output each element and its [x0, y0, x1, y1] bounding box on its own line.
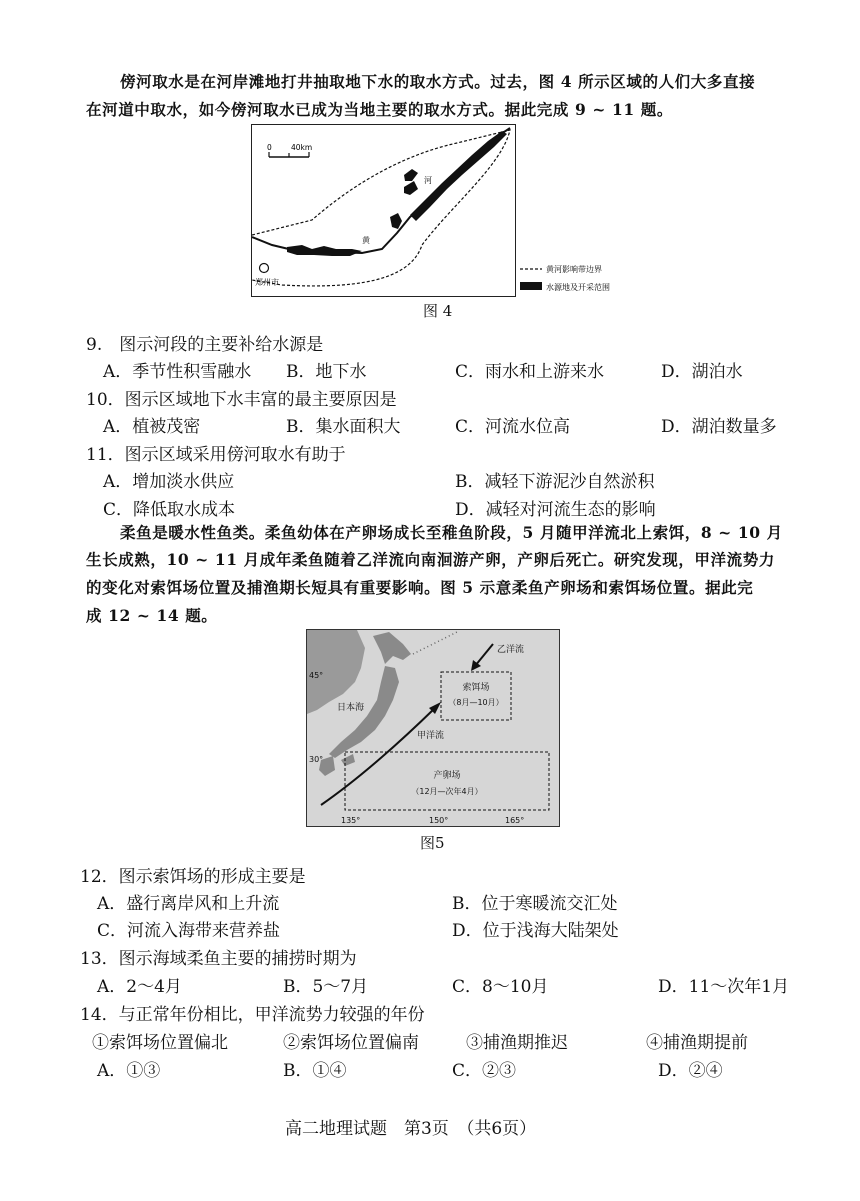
q11-option-d[interactable]: D．减轻对河流生态的影响	[455, 500, 656, 520]
scale-zero-label: 0	[267, 143, 272, 152]
q14-option-b[interactable]: B．①④	[283, 1061, 347, 1081]
water-source-area	[404, 169, 418, 181]
north-pacific-map	[307, 630, 559, 826]
river-label-he: 河	[424, 176, 432, 185]
question-13-stem: 13．图示海域柔鱼主要的捕捞时期为	[80, 949, 357, 969]
q13-option-b[interactable]: B．5～7月	[283, 977, 369, 997]
q14-option-d[interactable]: D．②④	[658, 1061, 723, 1081]
lat-45-label: 45°	[309, 671, 324, 680]
q12-option-b[interactable]: B．位于寒暖流交汇处	[452, 894, 618, 914]
q11-option-b[interactable]: B．减轻下游泥沙自然淤积	[455, 472, 655, 492]
q10-option-a[interactable]: A．植被茂密	[103, 417, 201, 437]
question-10-stem: 10．图示区域地下水丰富的最主要原因是	[86, 390, 397, 410]
q14-statement-2: ②索饵场位置偏南	[283, 1033, 419, 1053]
intro-paragraph-2-line-4: 成 12 ~ 14 题。	[86, 606, 218, 625]
question-9-stem: 9. 图示河段的主要补给水源是	[86, 335, 324, 355]
q11-option-c[interactable]: C．降低取水成本	[103, 500, 236, 520]
lon-150-label: 150°	[429, 816, 449, 825]
shikoku-island	[341, 754, 355, 766]
q14-option-c[interactable]: C．②③	[452, 1061, 517, 1081]
figure-4-caption: 图 4	[423, 302, 453, 320]
intro-paragraph-1-line-2: 在河道中取水，如今傍河取水已成为当地主要的取水方式。据此完成 9 ~ 11 题。	[86, 100, 673, 119]
q10-option-c[interactable]: C．河流水位高	[455, 417, 571, 437]
water-source-area	[287, 245, 362, 256]
question-14-stem: 14．与正常年份相比，甲洋流势力较强的年份	[80, 1005, 425, 1025]
river-label-huang: 黄	[362, 236, 370, 245]
intro-paragraph-2-line-3: 的变化对索饵场位置及捕渔期长短具有重要影响。图 5 示意柔鱼产卵场和索饵场位置。据此完	[86, 578, 754, 597]
hokkaido-island	[373, 632, 411, 664]
yellow-river-map	[252, 125, 515, 296]
q14-statement-4: ④捕渔期提前	[646, 1033, 748, 1053]
spawning-ground-time: （12月—次年4月）	[411, 787, 483, 796]
q9-option-b[interactable]: B．地下水	[286, 362, 367, 382]
kuril-islands	[413, 632, 457, 654]
feeding-ground-box	[441, 672, 511, 720]
legend-boundary-label: 黄河影响带边界	[546, 265, 602, 274]
q11-option-a[interactable]: A．增加淡水供应	[103, 472, 235, 492]
q12-option-d[interactable]: D．位于浅海大陆架处	[452, 921, 619, 941]
lat-30-label: 30°	[309, 755, 324, 764]
q13-option-a[interactable]: A．2～4月	[97, 977, 182, 997]
yi-current-label: 乙洋流	[497, 645, 525, 655]
q9-option-a[interactable]: A．季节性积雪融水	[103, 362, 252, 382]
city-label-zhengzhou: 郑州市	[255, 278, 279, 287]
figure-5-map	[306, 629, 560, 827]
spawning-ground-name: 产卵场	[433, 771, 461, 781]
q12-option-c[interactable]: C．河流入海带来营养盐	[97, 921, 281, 941]
water-source-area	[404, 181, 418, 195]
jia-current-label: 甲洋流	[417, 731, 445, 741]
q14-statement-3: ③捕渔期推迟	[466, 1033, 568, 1053]
yi-current-arrow	[475, 644, 493, 666]
q10-option-b[interactable]: B．集水面积大	[286, 417, 401, 437]
spawning-ground-box	[345, 752, 549, 810]
influence-boundary-line	[252, 130, 510, 286]
figure-4-legend	[518, 262, 638, 298]
q13-option-c[interactable]: C．8～10月	[452, 977, 549, 997]
question-12-stem: 12．图示索饵场的形成主要是	[80, 867, 306, 887]
figure-5-caption: 图5	[420, 834, 445, 852]
lon-135-label: 135°	[341, 816, 361, 825]
q14-option-a[interactable]: A．①③	[97, 1061, 161, 1081]
lon-165-label: 165°	[505, 816, 525, 825]
feeding-ground-name: 索饵场	[462, 683, 490, 693]
intro-paragraph-2-line-2: 生长成熟，10 ~ 11 月成年柔鱼随着乙洋流向南洄游产卵，产卵后死亡。研究发现，甲洋流势力	[86, 550, 775, 569]
q10-option-d[interactable]: D．湖泊数量多	[661, 417, 777, 437]
figure-4-map	[251, 124, 516, 297]
sea-label-japan-sea: 日本海	[337, 703, 365, 713]
page-footer: 高二地理试题 第3页 （共6页）	[285, 1119, 537, 1139]
water-source-area	[390, 213, 402, 229]
intro-paragraph-2-line-1: 柔鱼是暖水性鱼类。柔鱼幼体在产卵场成长至稚鱼阶段，5 月随甲洋流北上索饵，8 ~ 10 月	[120, 523, 783, 542]
question-11-stem: 11．图示区域采用傍河取水有助于	[86, 445, 346, 465]
q9-option-c[interactable]: C．雨水和上游来水	[455, 362, 605, 382]
q12-option-a[interactable]: A．盛行离岸风和上升流	[97, 894, 280, 914]
feeding-ground-time: （8月—10月）	[448, 698, 504, 707]
intro-paragraph-1-line-1: 傍河取水是在河岸滩地打井抽取地下水的取水方式。过去，图 4 所示区域的人们大多直接	[120, 72, 756, 91]
q14-statement-1: ①索饵场位置偏北	[92, 1033, 228, 1053]
legend-water-source-label: 水源地及开采范围	[546, 283, 610, 292]
zhengzhou-marker	[260, 264, 269, 273]
q13-option-d[interactable]: D．11～次年1月	[658, 977, 790, 997]
scale-km-label: 40km	[291, 143, 313, 152]
q9-option-d[interactable]: D．湖泊水	[661, 362, 743, 382]
